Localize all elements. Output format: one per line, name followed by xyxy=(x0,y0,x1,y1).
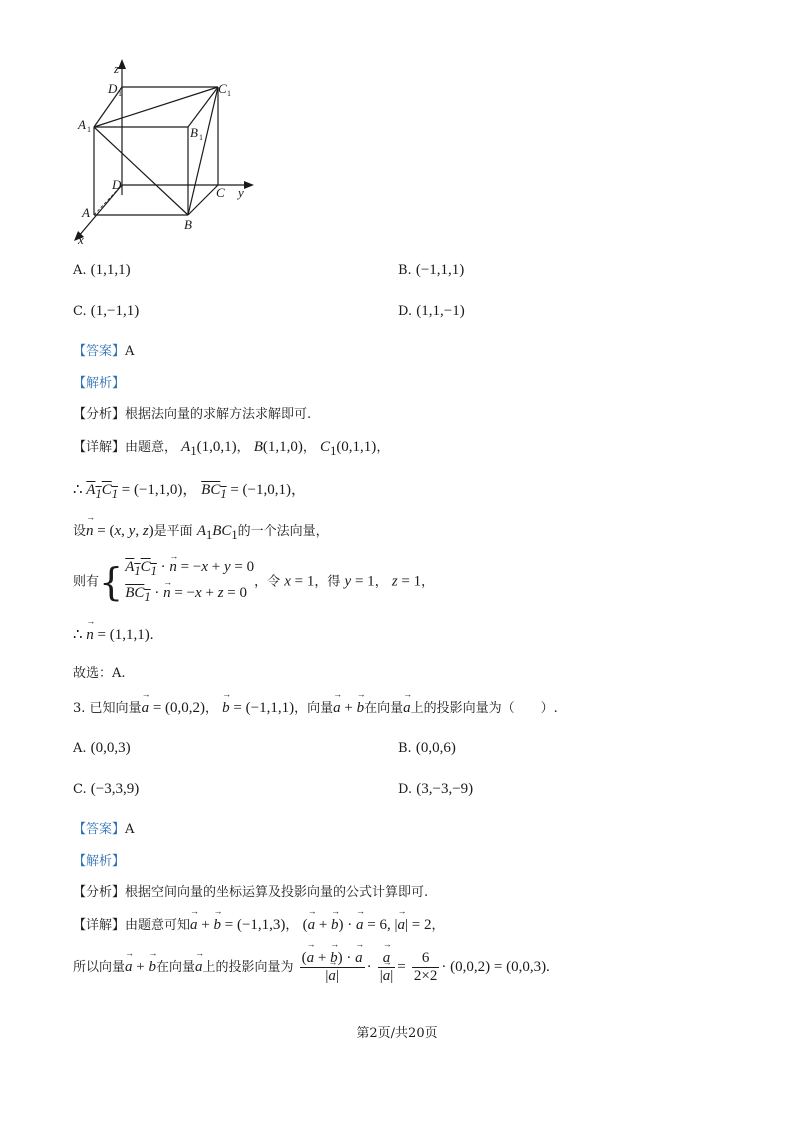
svg-text:1: 1 xyxy=(118,89,122,98)
cube-figure xyxy=(70,55,270,250)
q3-option-c: C. (−3,3,9) xyxy=(73,781,140,797)
q3-fenxi: 【分析】根据空间向量的坐标运算及投影向量的公式计算即可. xyxy=(73,885,429,900)
q2-choose: 故选：A. xyxy=(73,666,126,681)
q2-option-a: A. (1,1,1) xyxy=(73,262,131,278)
label-a1: A xyxy=(78,117,86,132)
label-b1: B xyxy=(190,125,198,140)
q2-result: ∴ → n = (1,1,1). xyxy=(73,625,154,644)
label-y: y xyxy=(238,185,244,200)
q2-system: 则有{ $A_1C_1$ · → n = −x + y = 0 $BC_1$ · → n = −x + z = 0 ，令 x = 1，得 y = 1， z = 1， xyxy=(73,556,434,608)
svg-text:1: 1 xyxy=(87,125,91,134)
q3-option-b: B. (0,0,6) xyxy=(398,740,456,756)
q3-answer: 【答案】A xyxy=(73,822,135,837)
q3-stem: 3. 已知向量→ a = (0,0,2)， → b = (−1,1,1)，向量→ a + → b在向量→ a上的投影向量为（ ）. xyxy=(73,697,558,717)
label-x: x xyxy=(78,232,84,247)
q2-option-b: B. (−1,1,1) xyxy=(398,262,465,278)
q3-analysis-tag: 【解析】 xyxy=(73,854,126,869)
q3-option-d: D. (3,−3,−9) xyxy=(398,781,474,797)
svg-text:1: 1 xyxy=(227,89,231,98)
label-c: C xyxy=(216,185,225,200)
label-d: D xyxy=(112,177,122,192)
q2-option-d: D. (1,1,−1) xyxy=(398,303,465,319)
q2-vectors: ∴ $A_1C_1 = (-1,1,0)$， $BC_1 = (-1,0,1)$， xyxy=(73,482,306,501)
q2-analysis-tag: 【解析】 xyxy=(73,376,126,391)
label-z: z xyxy=(114,61,120,76)
label-d1: D xyxy=(108,81,118,96)
q3-option-a: A. (0,0,3) xyxy=(73,740,131,756)
q3-final: 所以向量→ a + → b在向量→ a上的投影向量为 $\frac{(\to a + \to b) \cdot \to a}{|\to a|}$ · → $\frac{a}{|\to a|}$ = $\frac{6}{2\times 2}$ · (0,0,2) = (0,0,3). xyxy=(73,950,550,985)
label-b: B xyxy=(184,217,192,232)
svg-text:1: 1 xyxy=(199,133,203,142)
page-footer: 第2页/共20页 xyxy=(356,1026,438,1041)
q2-detail: 【详解】由题意， $A_1(1,0,1)$， B(1,1,0)， $C_1(0,1,1)$， xyxy=(73,439,390,458)
q2-option-c: C. (1,−1,1) xyxy=(73,303,140,319)
q2-answer: 【答案】A xyxy=(73,344,135,359)
q3-detail: 【详解】由题意可知→ a + → b = (−1,1,3)， (→ a + → b) · → a = 6, |→ a| = 2， xyxy=(73,914,444,934)
q2-set-normal: 设→ n = (x, y, z)是平面 $A_1BC_1$的一个法向量， xyxy=(73,520,329,543)
label-c1: C xyxy=(218,81,227,96)
label-a: A xyxy=(82,205,90,220)
q2-fenxi: 【分析】根据法向量的求解方法求解即可. xyxy=(73,407,312,422)
